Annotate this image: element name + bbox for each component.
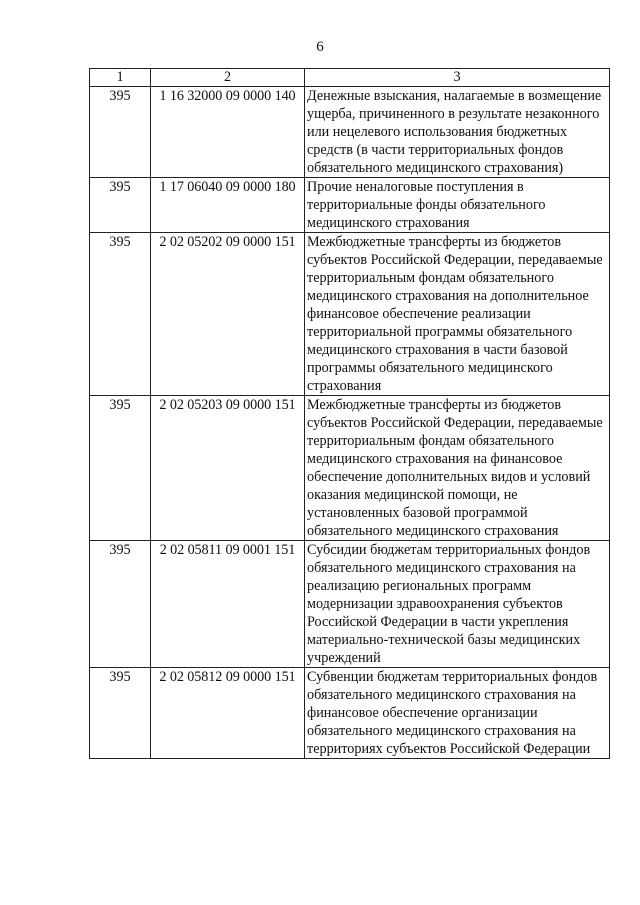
table-row (90, 396, 610, 541)
admin-code-cell: 395 (90, 396, 151, 541)
page-number: 6 (316, 39, 324, 55)
table-row (90, 541, 610, 668)
admin-code-cell: 395 (90, 233, 151, 396)
income-name-cell: Денежные взыскания, налагаемые в возмещение ущерба, причиненного в результате незаконного или нецелевого использования бюджетных средств (в части территориальных фондов обязательного медицинского страхования) (305, 87, 610, 178)
income-code-cell: 1 16 32000 09 0000 140 (151, 87, 305, 178)
table-row (90, 87, 610, 178)
table-row (90, 668, 610, 759)
table-header-row (90, 69, 610, 87)
column-header-2: 2 (151, 69, 305, 87)
table-row (90, 233, 610, 396)
income-name-cell: Субвенции бюджетам территориальных фондов обязательного медицинского страхования на финансовое обеспечение организации обязательного медицинского страхования на территориях субъектов Российской Федерации (305, 668, 610, 759)
income-code-cell: 2 02 05203 09 0000 151 (151, 396, 305, 541)
budget-classification-table (89, 68, 610, 759)
income-name-cell: Межбюджетные трансферты из бюджетов субъектов Российской Федерации, передаваемые территориальным фондам обязательного медицинского страхования на финансовое обеспечение дополнительных видов и условий оказания медицинской помощи, не установленных базовой программой обязательного медицинского страхования (305, 396, 610, 541)
column-header-1: 1 (90, 69, 151, 87)
income-code-cell: 2 02 05812 09 0000 151 (151, 668, 305, 759)
admin-code-cell: 395 (90, 178, 151, 233)
income-name-cell: Субсидии бюджетам территориальных фондов обязательного медицинского страхования на реализацию региональных программ модернизации здравоохранения субъектов Российской Федерации в части укрепления материально-технической базы медицинских учреждений (305, 541, 610, 668)
admin-code-cell: 395 (90, 541, 151, 668)
income-code-cell: 2 02 05811 09 0001 151 (151, 541, 305, 668)
admin-code-cell: 395 (90, 87, 151, 178)
table-row (90, 178, 610, 233)
income-code-cell: 2 02 05202 09 0000 151 (151, 233, 305, 396)
admin-code-cell: 395 (90, 668, 151, 759)
income-code-cell: 1 17 06040 09 0000 180 (151, 178, 305, 233)
column-header-3: 3 (305, 69, 610, 87)
income-name-cell: Прочие неналоговые поступления в территориальные фонды обязательного медицинского страхования (305, 178, 610, 233)
income-name-cell: Межбюджетные трансферты из бюджетов субъектов Российской Федерации, передаваемые территориальным фондам обязательного медицинского страхования на дополнительное финансовое обеспечение реализации территориальной программы обязательного медицинского страхования в части базовой программы обязательного медицинского страхования (305, 233, 610, 396)
